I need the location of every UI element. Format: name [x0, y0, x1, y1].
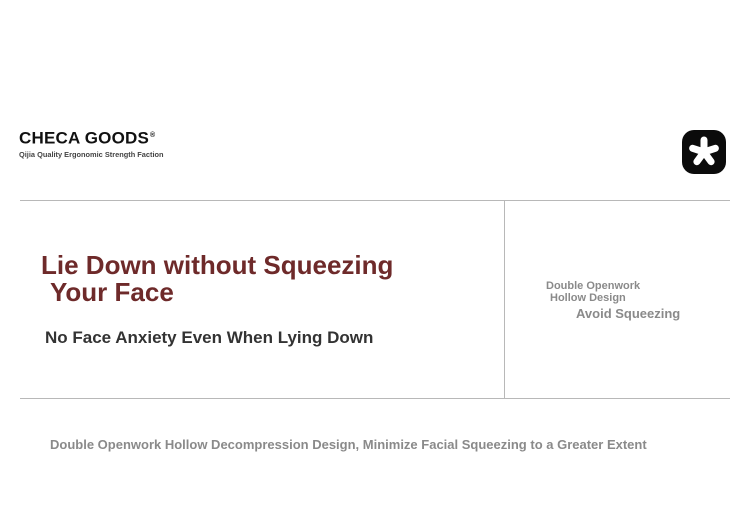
headline-line-1: Lie Down without Squeezing	[41, 250, 394, 280]
headline-line-2: Your Face	[50, 277, 174, 307]
registered-mark: ®	[150, 132, 156, 139]
brand-name	[19, 126, 164, 149]
vertical-divider	[504, 200, 505, 398]
brand-block	[19, 126, 164, 160]
asterisk-badge	[682, 130, 726, 174]
brand-name-text: CHECA GOODS	[19, 128, 150, 148]
top-divider	[20, 200, 730, 201]
headline	[41, 252, 393, 306]
footer-description: Double Openwork Hollow Decompression Design, Minimize Facial Squeezing to a Greater Extent	[50, 437, 647, 452]
feature-line-3: Avoid Squeezing	[576, 306, 681, 321]
feature-line-1: Double Openwork	[546, 280, 641, 292]
feature-callout	[546, 280, 680, 322]
asterisk-icon	[687, 135, 721, 169]
bottom-divider	[20, 398, 730, 399]
subheadline: No Face Anxiety Even When Lying Down	[45, 328, 374, 347]
brand-tagline: Qijia Quality Ergonomic Strength Faction	[19, 149, 164, 159]
feature-line-2: Hollow Design	[550, 292, 626, 304]
